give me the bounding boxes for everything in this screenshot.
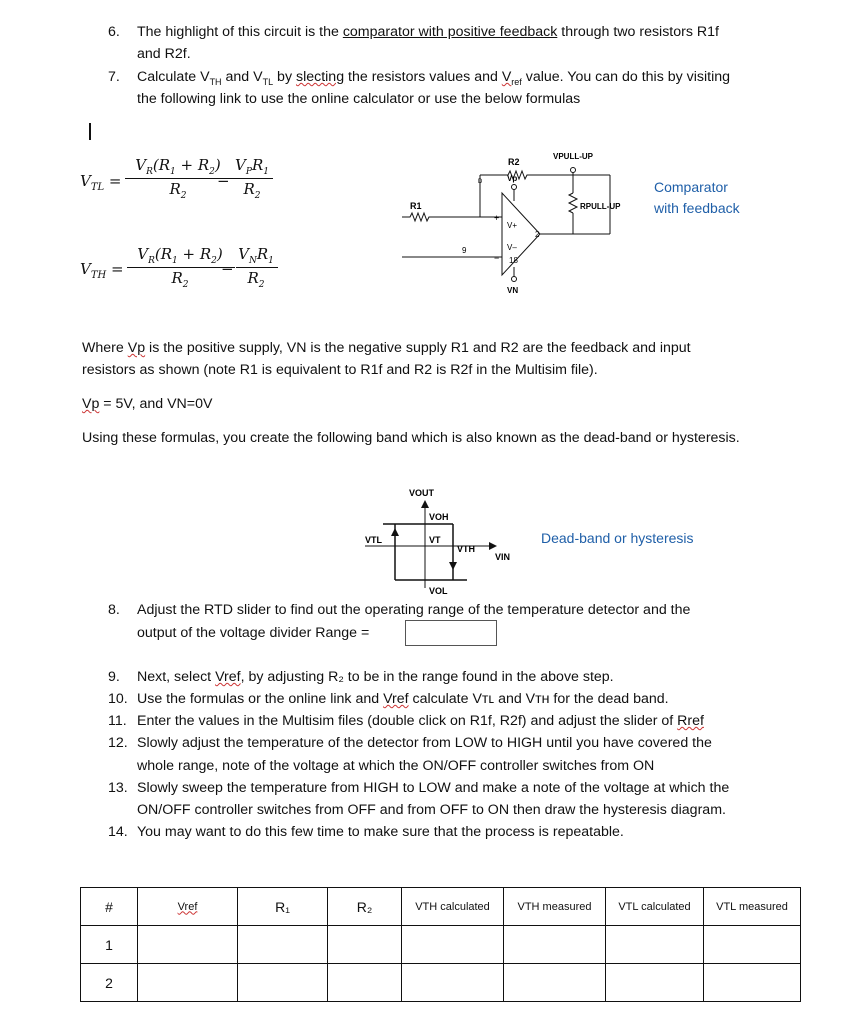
vth-lhs: $V_{TH}$ =	[80, 260, 124, 281]
vth-den2: $R_2$	[247, 269, 265, 290]
vplus-label: V+	[507, 221, 518, 230]
step-10-text	[137, 691, 669, 707]
row-2-vref-cell[interactable]	[138, 964, 238, 1002]
vtl-bar2	[231, 178, 273, 179]
vin-label: VIN	[495, 552, 511, 562]
header-vref	[138, 888, 238, 926]
vth-minus: −	[221, 260, 234, 278]
row-2-vtl-meas-cell[interactable]	[704, 964, 801, 1002]
vtl-num1: $V_R(R_1 + R_2)$	[135, 156, 221, 177]
vtl-lhs: $V_{TL}$ =	[80, 172, 122, 193]
step-6-line-1	[137, 24, 719, 40]
header-vref-text: Vref	[177, 900, 198, 913]
range-input-box[interactable]	[405, 620, 497, 646]
vref-v: V	[501, 69, 512, 85]
step-12-number: 12.	[108, 735, 128, 751]
hysteresis-caption: Dead-band or hysteresis	[541, 530, 694, 546]
row-1-r2-cell[interactable]	[328, 926, 402, 964]
table-header-row	[81, 888, 801, 926]
vout-label: VOUT	[409, 488, 435, 498]
header-vth-calc: VTH calculated	[402, 888, 504, 926]
where-pre: Where	[82, 340, 128, 356]
row-1-num: 1	[81, 926, 138, 964]
step-8-line-2: output of the voltage divider Range =	[137, 625, 370, 641]
vals-post: = 5V, and VN=0V	[99, 396, 213, 412]
circuit-caption-line-1: Comparator	[654, 179, 728, 195]
row-2-r1-cell[interactable]	[238, 964, 328, 1002]
vth-label: VTH	[457, 544, 475, 554]
vals-vp: Vp	[82, 396, 100, 412]
vtl-v: V	[80, 172, 91, 190]
vref-text	[502, 69, 522, 85]
vth-num2: $V_NR_1$	[238, 245, 274, 266]
hysteresis-diagram	[355, 480, 555, 600]
step-10-number: 10.	[108, 691, 128, 707]
header-r1: R₁	[238, 888, 328, 926]
header-vtl-meas: VTL measured	[704, 888, 801, 926]
row-2-num: 2	[81, 964, 138, 1002]
step-13-line-2: ON/OFF controller switches from OFF and from OFF to ON then draw the hysteresis diagram.	[137, 802, 726, 818]
where-line-1	[82, 340, 691, 356]
row-1-vth-meas-cell[interactable]	[504, 926, 606, 964]
row-1-vref-cell[interactable]	[138, 926, 238, 964]
misspelled-word: slecting	[295, 69, 345, 85]
circuit-caption-line-2: with feedback	[654, 200, 740, 216]
vth-den1: $R_2$	[171, 269, 189, 290]
step-7-text-e: value. You can do this by visiting	[521, 69, 731, 85]
step-6-line-2: and R2f.	[137, 46, 191, 62]
minus-sign: −	[494, 253, 500, 263]
header-num: #	[81, 888, 138, 926]
row-2-r2-cell[interactable]	[328, 964, 402, 1002]
r2-label: R2	[508, 157, 520, 167]
text-cursor	[89, 123, 91, 140]
step-10-vref: Vref	[383, 691, 409, 707]
header-r2: R₂	[328, 888, 402, 926]
header-vtl-calc: VTL calculated	[606, 888, 704, 926]
step-7-text-b: and V	[221, 69, 263, 85]
band-sentence: Using these formulas, you create the following band which is also known as the dead-band or hysteresis.	[82, 430, 740, 446]
vtl-den2: $R_2$	[243, 180, 261, 201]
step-12-line-2: whole range, note of the voltage at which the ON/OFF controller switches from ON	[137, 758, 655, 774]
row-1-r1-cell[interactable]	[238, 926, 328, 964]
voh-label: VOH	[429, 512, 449, 522]
vth-bar2	[236, 267, 278, 268]
step-8-line-1: Adjust the RTD slider to find out the operating range of the temperature detector and the	[137, 602, 691, 618]
step-10-post: calculate Vᴛʟ and Vᴛʜ for the dead band.	[408, 691, 669, 707]
vth-bar1	[127, 267, 235, 268]
vminus-label: V–	[507, 243, 517, 252]
step-10-pre: Use the formulas or the online link and	[137, 691, 384, 707]
step-7-text-d: the resistors values and	[344, 69, 502, 85]
table-row	[81, 926, 801, 964]
where-line-2: resistors as shown (note R1 is equivalent to R1f and R2 is R2f in the Multisim file).	[82, 362, 598, 378]
supply-values	[82, 396, 212, 412]
vtl-minus: −	[217, 172, 230, 190]
r1-label: R1	[410, 201, 422, 211]
row-2-vth-calc-cell[interactable]	[402, 964, 504, 1002]
step-11-pre: Enter the values in the Multisim files (double click on R1f, R2f) and adjust the slider of	[137, 713, 678, 729]
comparator-link[interactable]: comparator with positive feedback	[342, 24, 558, 40]
row-2-vth-meas-cell[interactable]	[504, 964, 606, 1002]
step-6-text: The highlight of this circuit is the	[137, 24, 343, 40]
vth-v: V	[80, 260, 91, 278]
step-7-text-a: Calculate V	[137, 69, 210, 85]
step-7-line-2: the following link to use the online calculator or use the below formulas	[137, 91, 581, 107]
step-14-line-1: You may want to do this few time to make sure that the process is repeatable.	[137, 824, 624, 840]
pin-2: 2	[535, 230, 540, 239]
where-vp: Vp	[127, 340, 146, 356]
step-13-line-1: Slowly sweep the temperature from HIGH to LOW and make a note of the voltage at which the	[137, 780, 730, 796]
step-9-number: 9.	[108, 669, 120, 685]
vp-label: Vp	[507, 174, 518, 183]
step-6-text-end: through two resistors R1f	[557, 24, 719, 40]
row-1-vth-calc-cell[interactable]	[402, 926, 504, 964]
vn-label: VN	[507, 286, 519, 295]
vth-num1: $V_R(R_1 + R_2)$	[137, 245, 223, 266]
step-9-vref: Vref	[215, 669, 241, 685]
step-11-number: 11.	[108, 713, 127, 729]
table-row	[81, 964, 801, 1002]
step-7-text-c: by	[273, 69, 296, 85]
header-vth-meas: VTH measured	[504, 888, 606, 926]
row-1-vtl-meas-cell[interactable]	[704, 926, 801, 964]
step-9-text	[137, 669, 614, 685]
vt-label: VT	[429, 535, 441, 545]
step-11-text	[137, 713, 704, 729]
vth-sub: TH	[90, 270, 107, 281]
row-2-vtl-calc-cell[interactable]	[606, 964, 704, 1002]
step-13-number: 13.	[108, 780, 128, 796]
row-1-vtl-calc-cell[interactable]	[606, 926, 704, 964]
step-12-line-1: Slowly adjust the temperature of the detector from LOW to HIGH until you have covered the	[137, 735, 712, 751]
vtl-num2: $V_PR_1$	[235, 156, 269, 177]
step-7-line-1	[137, 69, 730, 87]
step-9-pre: Next, select	[137, 669, 216, 685]
step-7-number: 7.	[108, 69, 120, 85]
step-11-rref: Rref	[677, 713, 704, 729]
vtl-sub: TL	[90, 182, 105, 193]
vtl-den1: $R_2$	[169, 180, 187, 201]
pin-18: 18	[509, 256, 518, 265]
step-14-number: 14.	[108, 824, 128, 840]
step-8-number: 8.	[108, 602, 120, 618]
vol-label: VOL	[429, 586, 448, 596]
rpullup-label: RPULL-UP	[580, 202, 621, 211]
where-post: is the positive supply, VN is the negative supply R1 and R2 are the feedback and input	[145, 340, 691, 356]
vtl-label: VTL	[365, 535, 382, 545]
sub-tl: TL	[262, 76, 274, 87]
comparator-circuit-diagram	[390, 145, 660, 305]
results-table	[80, 887, 801, 1002]
sub-th: TH	[209, 76, 222, 87]
step-9-post: , by adjusting R₂ to be in the range found in the above step.	[240, 669, 614, 685]
pin-9: 9	[462, 246, 467, 255]
vpullup-label: VPULL-UP	[553, 152, 593, 161]
vref-sub: ref	[511, 76, 522, 87]
pin-d: D	[478, 179, 483, 185]
step-6-number: 6.	[108, 24, 120, 40]
plus-sign: +	[494, 213, 500, 223]
